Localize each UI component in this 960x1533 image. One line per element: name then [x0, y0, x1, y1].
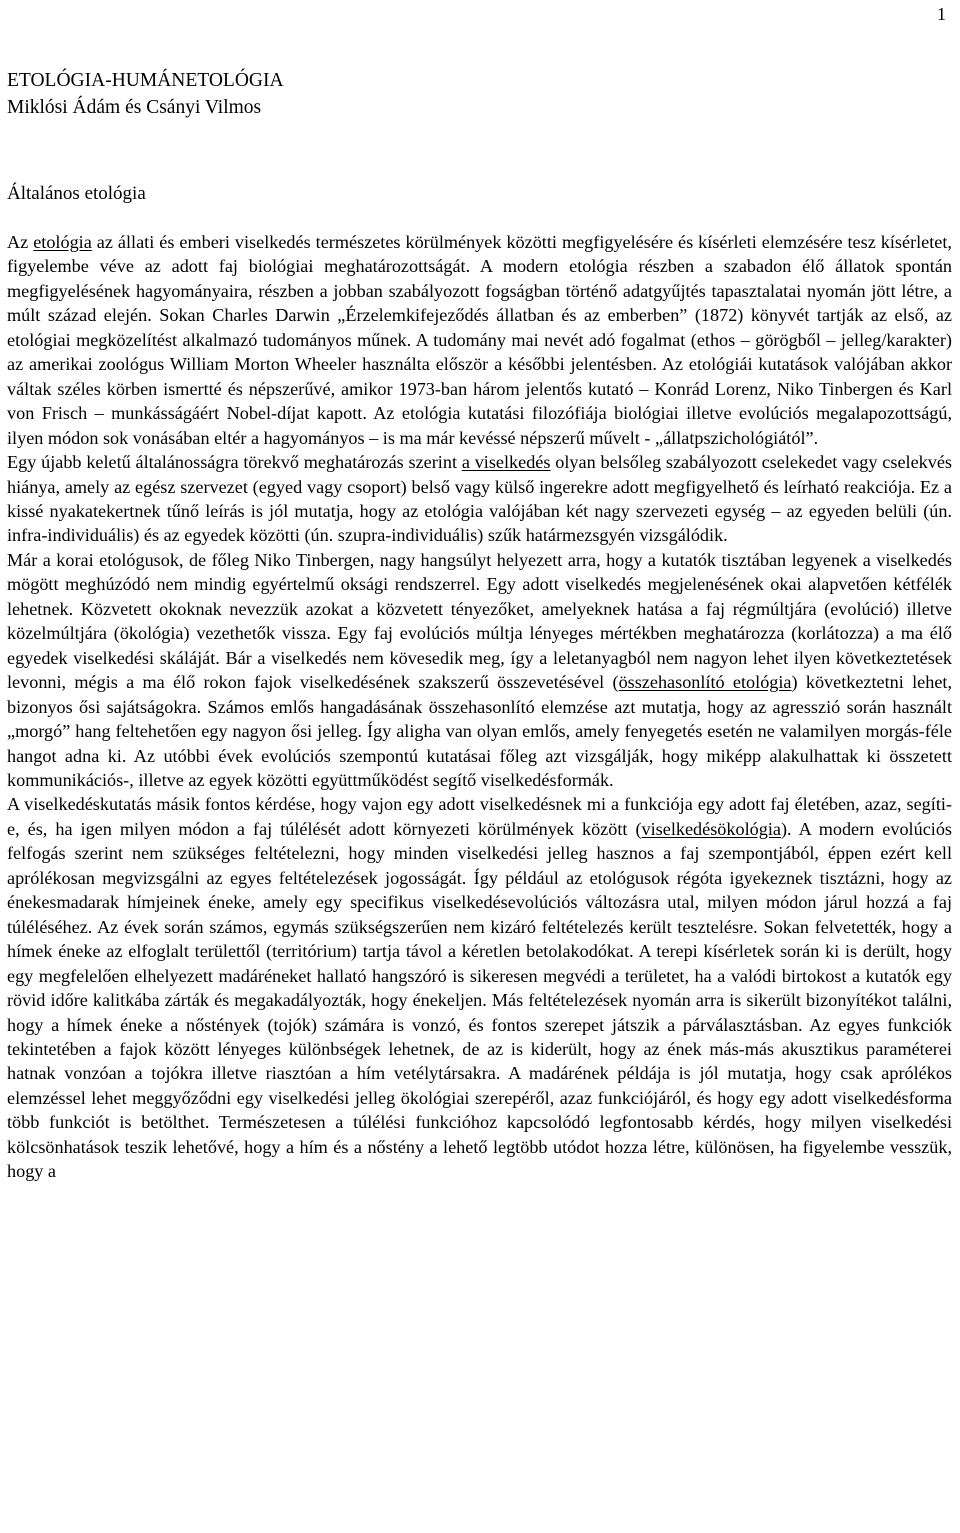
paragraph-text: ) következtetni lehet, bizonyos ősi sajátságokra. Számos emlős hangadásának összehasonlító elemzése azt mutatja, hogy az agresszió során használt „morgó” hang feltehetően egy nagyon ősi jelleg. Így aligha van olyan emlős, amely fenyegetés esetén ne valamilyen morgás-féle hangot adna ki. Az utóbbi évek evolúciós szempontú kutatásai főleg azt vizsgálják, hogy miképp alakulhattak ki összetett kommunikációs-, illetve az egyek közötti együttműködést segítő viselkedésformák.	[7, 672, 952, 790]
paragraph	[7, 792, 952, 1183]
paragraph-text: A viselkedéskutatás másik fontos kérdése, hogy vajon egy adott viselkedésnek mi a funkciója egy adott faj életében, azaz, segíti-e, és, ha igen milyen módon a faj túlélését adott környezeti körülmények között (	[7, 794, 952, 839]
paragraph-text: Már a korai etológusok, de főleg Niko Tinbergen, nagy hangsúlyt helyezett arra, hogy a kutatók tisztában legyenek a viselkedés mögött meghúzódó nem mindig egyértelmű oksági rendszerrel. Egy adott viselkedés megjelenésének okai alapvetően kétfélék lehetnek. Közvetett okoknak nevezzük azokat a közvetett tényezőket, amelyeknek hatása a faj régmúltjára (evolúció) illetve közelmúltjára (ökológia) vezethetők vissza. Egy faj evolúciós múltja lényeges mértékben meghatározza (korlátozza) a ma élő egyedek viselkedési skáláját. Bár a viselkedés nem kövesedik meg, így a leletanyagból nem nagyon lehet ilyen következtetések levonni, mégis a ma élő rokon fajok viselkedésének szakszerű összevetésével (	[7, 549, 952, 693]
paragraph	[7, 230, 952, 450]
paragraph	[7, 450, 952, 548]
paragraph-list	[7, 230, 952, 1184]
document-body	[7, 67, 952, 1184]
paragraph-text: ). A modern evolúciós felfogás szerint nem szükséges feltételezni, hogy minden viselkedési jelleg hasznos a faj szempontjából, éppen ezért kell aprólékosan megvizsgálni az egyes feltételezések jogosságát. Így például az etológusok régóta igyekeznek tisztázni, hogy az énekesmadarak hímjeinek éneke, amely egy specifikus viselkedésevolúciós változásra utal, milyen módon járul hozzá a faj túléléséhez. Az évek során számos, egymás szükségszerűen nem kizáró feltételezés került tesztelésre. Sokan felvetették, hogy a hímek éneke az elfoglalt területtől (territórium) tartja távol a kéretlen betolakodókat. A terepi kísérletek során ki is derült, hogy egy megfelelően elhelyezett madáréneket hallató hangszóró is sikeresen megvédi a területet, ha a valódi birtokost a kutatók egy rövid időre kalitkába zárták és megakadályozták, hogy énekeljen. Más feltételezések nyomán arra is sikerült bizonyítékot találni, hogy a hímek éneke a nőstények (tojók) számára is vonzó, és fontos szerepet játszik a párválasztásban. Az egyes funkciók tekintetében a fajok között lényeges különbségek lehetnek, de az is kiderült, hogy az ének más-más akusztikus paraméterei hatnak vonzóan a tojókra illetve riasztóan a hím vetélytársakra. A madárének példája is jól mutatja, hogy csak aprólékos elemzéssel lehet meggyőződni egy viselkedési jelleg ökológiai szerepéről, azaz funkciójáról, és hogy egy adott viselkedésforma több funkciót is betölthet. Természetesen a túlélési funkcióhoz kapcsolódó legfontosabb kérdés, hogy milyen viselkedési kölcsönhatások teszik lehetővé, hogy a hím és a nőstény a lehető legtöbb utódot hozza létre, különösen, ha figyelembe vesszük, hogy a	[7, 818, 952, 1182]
paragraph-text: az állati és emberi viselkedés természetes körülmények közötti megfigyelésére és kísérleti elemzésére tesz kísérletet, figyelembe véve az adott faj biológiai meghatározottságát. A modern etológia részben a szabadon élő állatok spontán megfigyelésének hagyományaira, részben a jobban szabályozott fogságban történő adatgyűjtés tapasztalatai nyomán jött létre, a múlt század elején. Sokan Charles Darwin „Érzelemkifejeződés állatban és az emberben” (1872) könyvét tartják az első, az etológiai megközelítést alkalmazó tudományos műnek. A tudomány mai nevét adó fogalmat (ethos – görögből – jelleg/karakter) az amerikai zoológus William Morton Wheeler használta először a későbbi jelentésben. Az etológiái kutatások valójában akkor váltak széles körben ismertté és népszerűvé, amikor 1973-ban három jelentős kutató – Konrád Lorenz, Niko Tinbergen és Karl von Frisch – munkásságáért Nobel-díjat kapott. Az etológia kutatási filozófiája biológiai illetve evolúciós megalapozottságú, ilyen módon sok vonásában eltér a hagyományos – is ma már kevéssé népszerű művelt - „állatpszichológiától”.	[7, 232, 952, 448]
document-authors: Miklósi Ádám és Csányi Vilmos	[7, 97, 262, 118]
paragraph-text: Egy újabb keletű általánosságra törekvő meghatározás szerint	[7, 452, 462, 473]
paragraph-text: Az	[7, 232, 34, 252]
document-title: ETOLÓGIA-HUMÁNETOLÓGIA	[7, 70, 284, 91]
underlined-term: etológia	[33, 232, 92, 252]
document-header	[7, 67, 952, 121]
section-heading: Általános etológia	[7, 183, 146, 204]
underlined-term: a viselkedés	[461, 452, 551, 473]
page-number: 1	[937, 4, 946, 24]
underlined-term: viselkedésökológia	[641, 818, 781, 839]
underlined-term: összehasonlító etológia	[618, 672, 792, 693]
paragraph-text: olyan belsőleg szabályozott cselekedet vagy cselekvés hiánya, amely az egész szervezet (egyed vagy csoport) belső vagy külső ingerekre adott megfigyelhető és leírható reakciója. Ez a kissé nyakatekertnek tűnő leírás is jól mutatja, hogy az etológia valójában két nagy szervezeti egység – az egyeden belüli (ún. infra-individuális) és az egyedek közötti (ún. szupra-individuális) szűk határmezsgyén vizsgálódik.	[7, 452, 952, 546]
paragraph	[7, 548, 952, 793]
